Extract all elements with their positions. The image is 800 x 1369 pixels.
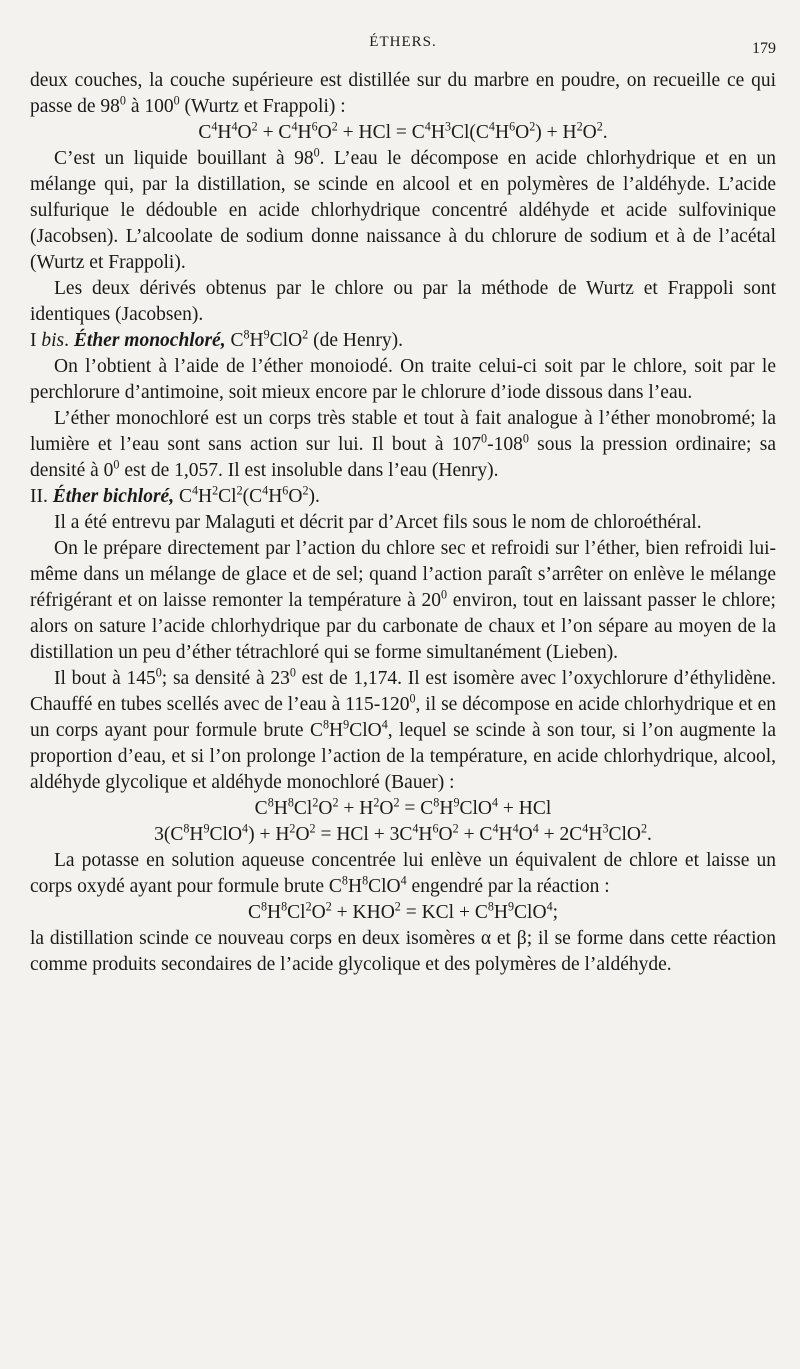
paragraph: Il a été entrevu par Malaguti et décrit par d’Arcet fils sous le nom de chloroéthéral. xyxy=(54,512,702,533)
paragraph: L’éther monochloré est un corps très stable et tout à fait analogue à l’éther monobromé; la lumière et l’eau sont sans action sur lui. Il bout à $107^0-108^0$ sous la pression ordinaire; sa densité à $0^0$ est de 1,057. Il est insoluble dans l’eau (Henry). xyxy=(30,408,776,481)
running-title: ÉTHERS. xyxy=(369,34,437,50)
paragraph: On le prépare directement par l’action du chlore sec et refroidi sur l’éther, bien refroidi lui-même dans un mélange de glace et de sel; quand l’action paraît s’arrêter on enlève le mélange réfrigérant et on laisse remonter la température à $20^0$ environ, tout en laissant passer le chlore; alors on sature l’acide chlorhydrique par du carbonate de chaux et l’on sépare au moyen de la distillation un peu d’éther tétrachloré qui se forme simultanément (Lieben). xyxy=(30,538,776,663)
section-heading: I bis. Éther monochloré, $C^8H^9ClO^2$ (de Henry). xyxy=(30,327,403,351)
paragraph: On l’obtient à l’aide de l’éther monoiodé. On traite celui-ci soit par le chlore, soit par le perchlorure d’antimoine, soit mieux encore par le chlorure d’iode dissous dans l’eau. xyxy=(30,356,776,403)
paragraph: C’est un liquide bouillant à $98^0$. L’eau le décompose en acide chlorhydrique et en un mélange qui, par la distillation, se scinde en alcool et en polymères de l’aldéhyde. L’acide sulfurique le dédouble en acide chlorhydrique concentré aldéhyde et acide sulfovinique (Jacobsen). L’alcoolate de sodium donne naissance à du chlorure de sodium et à de l’acétal (Wurtz et Frappoli). xyxy=(30,145,776,273)
paragraph: la distillation scinde ce nouveau corps en deux isomères α et β; il se forme dans cette réaction comme produits secondaires de l’acide glycolique et des polymères de l’aldéhyde. xyxy=(30,928,776,975)
section-heading: II. Éther bichloré, $C^4H^2Cl^2(C^4H^6O^2)$. xyxy=(30,483,320,507)
equation: $3(C^8H^9ClO^4) + H^2O^2$ = HCl + $3C^4H^6O^2 + C^4H^4O^4 + 2C^4H^3ClO^2$. xyxy=(154,821,652,845)
document-body xyxy=(30,68,776,978)
equation: $C^8H^8Cl^2O^2 + KHO^2$ = KCl + $C^8H^9ClO^4$; xyxy=(247,899,559,923)
page-header xyxy=(30,30,776,64)
paragraph: Il bout à $145^0$; sa densité à $23^0$ est de 1,174. Il est isomère avec l’oxychlorure d’éthylidène. Chauffé en tubes scellés avec de l’eau à $115-120^0$, il se décompose en acide chlorhydrique et en un corps ayant pour formule brute $C^8H^9ClO^4$, lequel se scinde à son tour, si l’on augmente la proportion d’eau, et si l’on prolonge l’action de la température, en acide chlorhydrique, alcool, aldéhyde glycolique et aldéhyde monochloré (Bauer) : xyxy=(30,665,777,793)
equation: $C^4H^4O^2 + C^4H^6O^2$ + HCl = $C^4H^3Cl(C^4H^6O^2) + H^2O^2$. xyxy=(198,119,608,143)
page-number: 179 xyxy=(752,40,776,57)
paragraph: deux couches, la couche supérieure est distillée sur du marbre en poudre, on recueille ce qui passe de $98^0$ à $100^0$ (Wurtz et Frappoli) : xyxy=(30,70,776,117)
paragraph: La potasse en solution aqueuse concentrée lui enlève un équivalent de chlore et laisse un corps oxydé ayant pour formule brute $C^8H^8ClO^4$ engendré par la réaction : xyxy=(30,850,776,897)
paragraph: Les deux dérivés obtenus par le chlore ou par la méthode de Wurtz et Frappoli sont identiques (Jacobsen). xyxy=(30,278,776,325)
equation: $C^8H^8Cl^2O^2 + H^2O^2 = C^8H^9ClO^4$ + HCl xyxy=(254,795,552,819)
